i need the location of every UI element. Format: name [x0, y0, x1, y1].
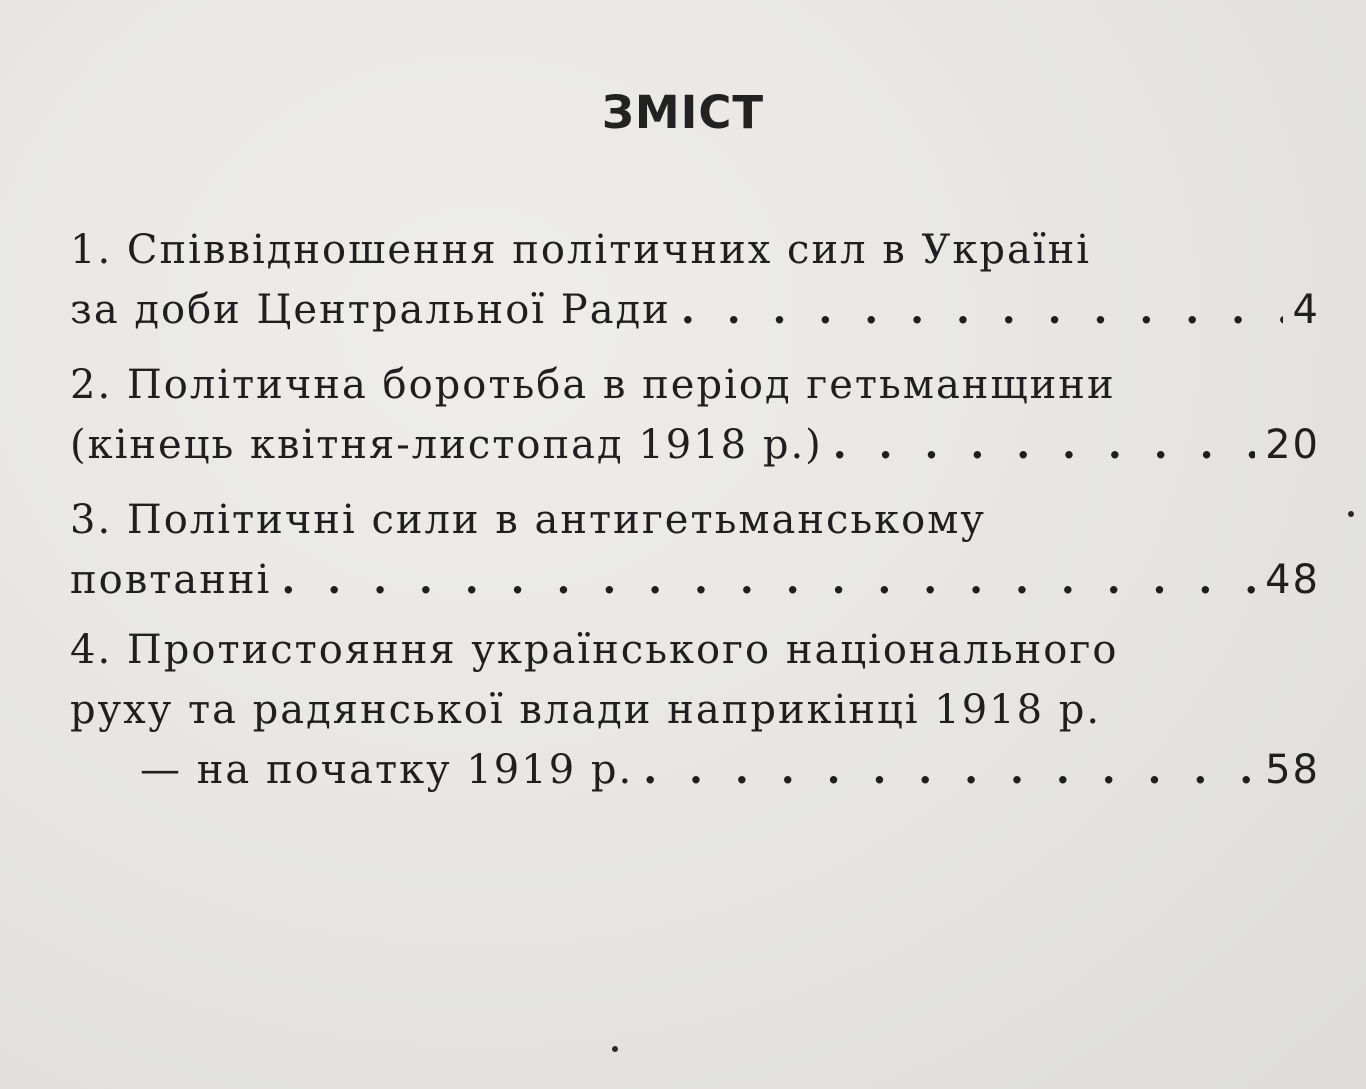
toc-entry-text: 2. Політична боротьба в період гетьманщини — [70, 362, 1116, 408]
page-title: ЗМІСТ — [601, 86, 765, 139]
toc-entry-4[interactable] — [70, 620, 1320, 800]
page-number: 4 — [1292, 287, 1320, 333]
page-number: 48 — [1265, 557, 1320, 603]
toc-entry-text: за доби Центральної Ради — [70, 287, 671, 333]
page-number: 20 — [1265, 422, 1320, 468]
toc-entry-text: (кінець квітня-листопад 1918 р.) — [70, 422, 823, 468]
toc-entry-text: 4. Протистояння українського національного — [70, 627, 1119, 673]
toc-entry-text: руху та радянської влади наприкінці 1918 р. — [70, 687, 1102, 733]
toc-entry-text: повтанні — [70, 557, 272, 603]
toc-entry-text: 3. Політичні сили в антигетьманському — [70, 497, 986, 543]
toc-entry-3[interactable] — [70, 490, 1320, 610]
toc-entry-2[interactable] — [70, 355, 1320, 475]
paper-speck — [1348, 511, 1354, 517]
toc-entry-text: 1. Співвідношення політичних сил в Україні — [70, 227, 1092, 273]
dot-leader — [833, 415, 1255, 475]
dot-leader — [281, 550, 1255, 610]
dot-leader — [681, 280, 1283, 340]
dot-leader — [643, 740, 1255, 800]
toc-entry-text: — на початку 1919 р. — [140, 747, 634, 793]
toc-entry-1[interactable] — [70, 220, 1320, 340]
page-number: 58 — [1265, 747, 1320, 793]
paper-speck — [612, 1046, 618, 1052]
